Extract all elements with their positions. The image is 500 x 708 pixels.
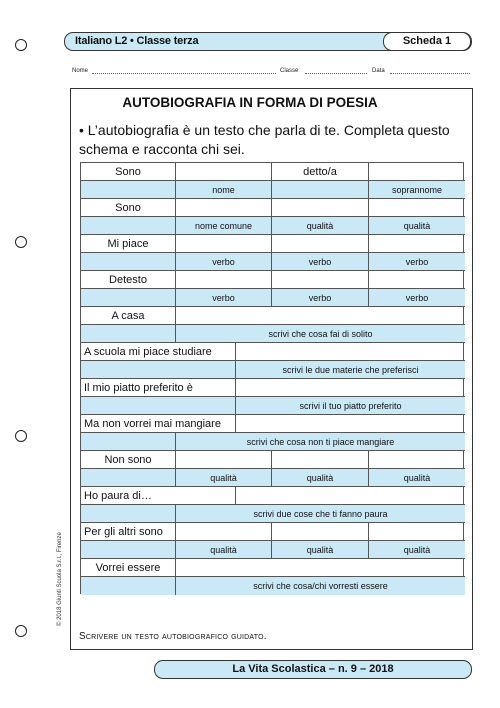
grid-row [81,541,463,559]
write-cell[interactable] [176,307,465,325]
write-cell[interactable] [272,235,369,253]
write-cell[interactable] [369,523,465,541]
sheet-number: Scheda 1 [383,32,471,51]
hint-cell: verbo [272,289,369,307]
grid-row [81,289,463,307]
hint-cell: scrivi che cosa fai di solito [176,325,465,343]
footer-bar: La Vita Scolastica – n. 9 – 2018 [154,660,472,679]
grid-row [81,379,463,397]
date-label: Data [372,68,385,74]
hint-cell: verbo [176,253,272,271]
hint-cell: scrivi che cosa non ti piace mangiare [176,433,465,451]
blank-cell [81,217,176,235]
hint-cell: soprannome [369,181,465,199]
hint-cell: qualità [272,469,369,487]
hint-cell: verbo [369,253,465,271]
write-cell[interactable] [236,487,465,505]
hint-cell: qualità [369,541,465,559]
grid-row [81,325,463,343]
hint-cell: qualità [272,217,369,235]
blank-cell [81,433,176,451]
grid-row [81,163,463,181]
write-cell[interactable] [369,235,465,253]
row-label: Sono [81,163,176,181]
page-title: AUTOBIOGRAFIA IN FORMA DI POESIA [122,95,378,110]
row-label: Ho paura di… [81,487,236,505]
grid-row [81,253,463,271]
blank-cell [81,469,176,487]
write-cell[interactable] [176,451,272,469]
copyright: © 2018 Giunti Scuola S.r.l., Firenze [57,532,63,626]
grid-row [81,217,463,235]
write-cell[interactable] [236,343,465,361]
blank-cell [81,325,176,343]
grid-row [81,361,463,379]
grid-row [81,469,463,487]
poem-grid [80,162,464,594]
grid-row [81,199,463,217]
blank-cell [81,577,176,595]
grid-row [81,487,463,505]
grid-row [81,433,463,451]
grid-row [81,181,463,199]
hint-cell: qualità [369,469,465,487]
row-label: Mi piace [81,235,176,253]
write-cell[interactable] [176,559,465,577]
write-cell[interactable] [236,379,465,397]
write-cell[interactable] [272,199,369,217]
detto-label: detto/a [272,163,369,181]
grid-row [81,271,463,289]
grid-row [81,559,463,577]
hint-cell: qualità [176,469,272,487]
hint-cell: scrivi due cose che ti fanno paura [176,505,465,523]
hint-cell: qualità [176,541,272,559]
hint-cell: scrivi che cosa/chi vorresti essere [176,577,465,595]
blank-cell [81,397,236,415]
hint-cell: verbo [176,289,272,307]
row-label: A casa [81,307,176,325]
row-label: Ma non vorrei mai mangiare [81,415,236,433]
grid-row [81,343,463,361]
header-bar [64,32,472,51]
grid-row [81,235,463,253]
write-cell[interactable] [176,235,272,253]
name-field[interactable] [92,73,276,74]
write-cell[interactable] [176,163,272,181]
grid-row [81,415,463,433]
hint-cell: scrivi le due materie che preferisci [236,361,465,379]
blank-cell [81,181,176,199]
write-cell[interactable] [272,271,369,289]
row-label: A scuola mi piace studiare [81,343,236,361]
blank-cell [81,253,176,271]
write-cell[interactable] [369,271,465,289]
binder-hole [15,236,27,248]
grid-row [81,577,463,595]
instructions: • L’autobiografia è un testo che parla di te. Completa questo schema e racconta chi sei. [79,122,450,157]
row-label: Sono [81,199,176,217]
hint-cell: qualità [272,541,369,559]
write-cell[interactable] [176,199,272,217]
blank-cell [272,181,369,199]
grid-row [81,307,463,325]
write-cell[interactable] [369,163,465,181]
blank-cell [81,505,176,523]
hint-cell: nome comune [176,217,272,235]
row-label: Detesto [81,271,176,289]
hint-cell: qualità [369,217,465,235]
write-cell[interactable] [272,451,369,469]
grid-row [81,397,463,415]
row-label: Non sono [81,451,176,469]
date-field[interactable] [390,73,470,74]
row-label: Il mio piatto preferito è [81,379,236,397]
grid-row [81,451,463,469]
blank-cell [81,541,176,559]
footnote-text: Scrivere un testo autobiografico guidato. [79,631,267,642]
write-cell[interactable] [272,523,369,541]
row-label: Per gli altri sono [81,523,176,541]
grid-row [81,523,463,541]
binder-hole [15,39,27,51]
class-field[interactable] [305,73,367,74]
footnote [79,631,267,642]
hint-cell: nome [176,181,272,199]
class-label: Classe [280,68,299,74]
binder-hole [15,430,27,442]
subject-label: Italiano L2 • Classe terza [75,35,199,47]
binder-hole [15,625,27,637]
write-cell[interactable] [176,271,272,289]
hint-cell: scrivi il tuo piatto preferito [236,397,465,415]
blank-cell [81,361,236,379]
write-cell[interactable] [369,451,465,469]
name-label: Nome [72,68,89,74]
write-cell[interactable] [176,523,272,541]
hint-cell: verbo [369,289,465,307]
grid-row [81,505,463,523]
write-cell[interactable] [369,199,465,217]
hint-cell: verbo [272,253,369,271]
blank-cell [81,289,176,307]
write-cell[interactable] [236,415,465,433]
row-label: Vorrei essere [81,559,176,577]
